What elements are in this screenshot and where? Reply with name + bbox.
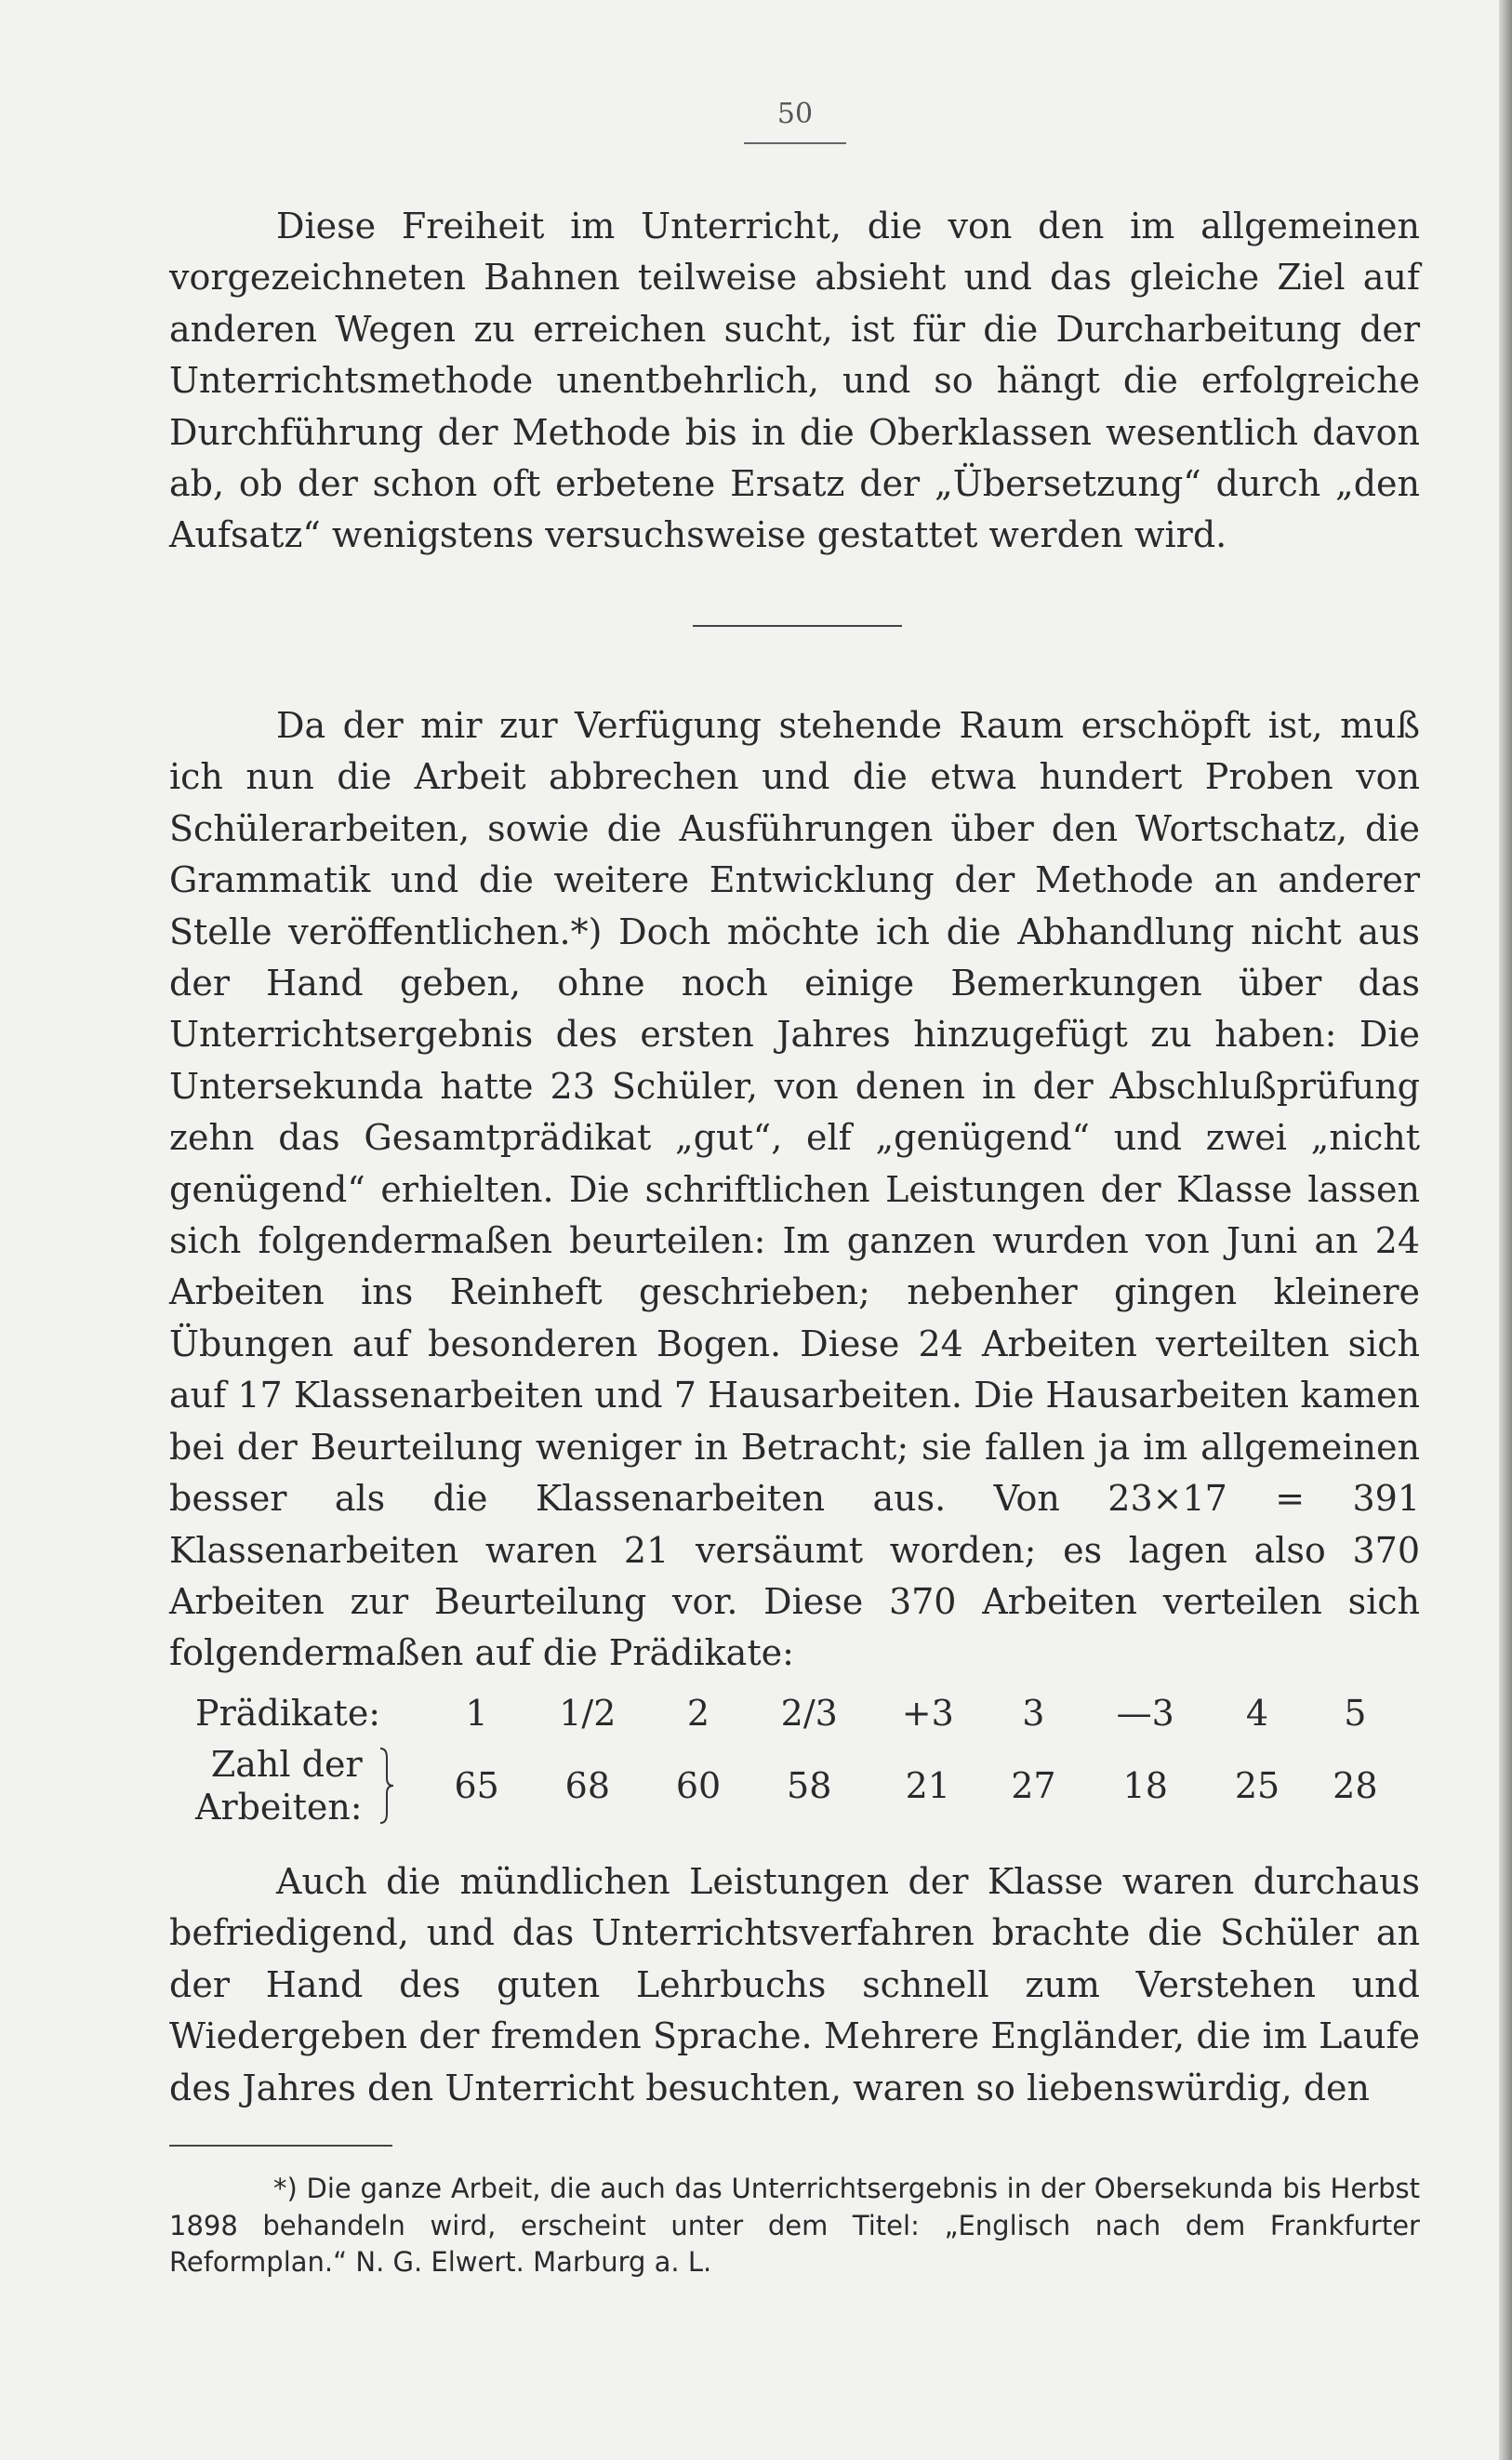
grade-cell: 1/2 xyxy=(559,1693,617,1734)
grade-cell: —3 xyxy=(1116,1693,1174,1734)
grade-header-row xyxy=(195,1685,1404,1741)
count-cell: 60 xyxy=(675,1765,722,1806)
grade-cell: 2 xyxy=(686,1693,710,1734)
count-label-cell xyxy=(195,1741,428,1830)
count-cell: 18 xyxy=(1122,1765,1168,1806)
grade-cell: +3 xyxy=(901,1693,954,1734)
count-cell: 28 xyxy=(1333,1765,1378,1806)
count-cell: 25 xyxy=(1234,1765,1280,1806)
count-label xyxy=(195,1743,363,1828)
right-brace-icon xyxy=(378,1747,396,1825)
grade-header-label: Prädikate: xyxy=(195,1693,381,1734)
section-separator xyxy=(693,625,902,627)
grade-cell: 5 xyxy=(1344,1693,1367,1734)
count-row xyxy=(195,1741,1404,1830)
footnote: *) Die ganze Arbeit, die auch das Unterrichtsergebnis in der Obersekunda bis Herbst 1898 behandeln wird, erscheint unter dem Titel: „Englisch nach dem Frankfurter Reformplan.“ N. G. Elwert. Marburg a. L. xyxy=(169,2173,1420,2278)
page-edge-shadow xyxy=(1499,0,1512,2460)
page-number: 50 xyxy=(776,98,814,130)
count-cell: 65 xyxy=(454,1765,499,1806)
count-label-line1: Zahl der xyxy=(210,1744,363,1785)
paragraph-3: Auch die mündlichen Leistungen der Klasse waren durchaus befriedigend, und das Unterrichtsverfahren brachte die Schüler an der Hand des guten Lehrbuchs schnell zum Verstehen und Wiedergeben der fremden Sprache. Mehrere Engländer, die im Laufe des Jahres den Unterricht besuchten, waren so liebenswürdig, den xyxy=(169,1861,1420,2108)
grade-cell: 2/3 xyxy=(780,1693,838,1734)
grade-cell: 1 xyxy=(465,1693,488,1734)
count-cell: 27 xyxy=(1011,1765,1056,1806)
count-cell: 58 xyxy=(787,1765,832,1806)
grade-distribution-table xyxy=(195,1685,1404,1830)
page-number-rule xyxy=(744,142,846,144)
paragraph-1: Diese Freiheit im Unterricht, die von den im allgemeinen vorgezeichneten Bahnen teilweise absieht und das gleiche Ziel auf anderen Wegen zu erreichen sucht, ist für die Durcharbeitung der Unterrichtsmethode unentbehrlich, und so hängt die erfolgreiche Durchführung der Methode bis in die Oberklassen wesentlich davon ab, ob der schon oft erbetene Ersatz der „Übersetzung“ durch „den Aufsatz“ wenigstens versuchsweise gestattet werden wird. xyxy=(169,206,1420,556)
footnote-rule xyxy=(169,2145,392,2147)
paragraph-2: Da der mir zur Verfügung stehende Raum erschöpft ist, muß ich nun die Arbeit abbrechen und die etwa hundert Proben von Schülerarbeiten, sowie die Ausführungen über den Wortschatz, die Grammatik und die weitere Entwicklung der Methode an anderer Stelle veröffentlichen.*) Doch möchte ich die Abhandlung nicht aus der Hand geben, ohne noch einige Bemerkungen über das Unterrichtsergebnis des ersten Jahres hinzugefügt zu haben: Die Untersekunda hatte 23 Schüler, von denen in der Abschlußprüfung zehn das Gesamtprädikat „gut“, elf „genügend“ und zwei „nicht genügend“ erhielten. Die schriftlichen Leistungen der Klasse lassen sich folgendermaßen beurteilen: Im ganzen wurden von Juni an 24 Arbeiten ins Reinheft geschrieben; nebenher gingen kleinere Übungen auf besonderen Bogen. Diese 24 Arbeiten verteilten sich auf 17 Klassenarbeiten und 7 Hausarbeiten. Die Hausarbeiten kamen bei der Beurteilung weniger in Betracht; sie fallen ja im allgemeinen besser als die Klassenarbeiten aus. Von 23×17 = 391 Klassenarbeiten waren 21 versäumt worden; es lagen also 370 Arbeiten zur Beurteilung vor. Diese 370 Arbeiten verteilen sich folgendermaßen auf die Prädikate: xyxy=(169,705,1420,1674)
count-label-line2: Arbeiten: xyxy=(195,1787,363,1828)
count-cell: 21 xyxy=(905,1765,950,1806)
grade-cell: 4 xyxy=(1245,1693,1269,1734)
grade-cell: 3 xyxy=(1022,1693,1045,1734)
count-cell: 68 xyxy=(564,1765,610,1806)
